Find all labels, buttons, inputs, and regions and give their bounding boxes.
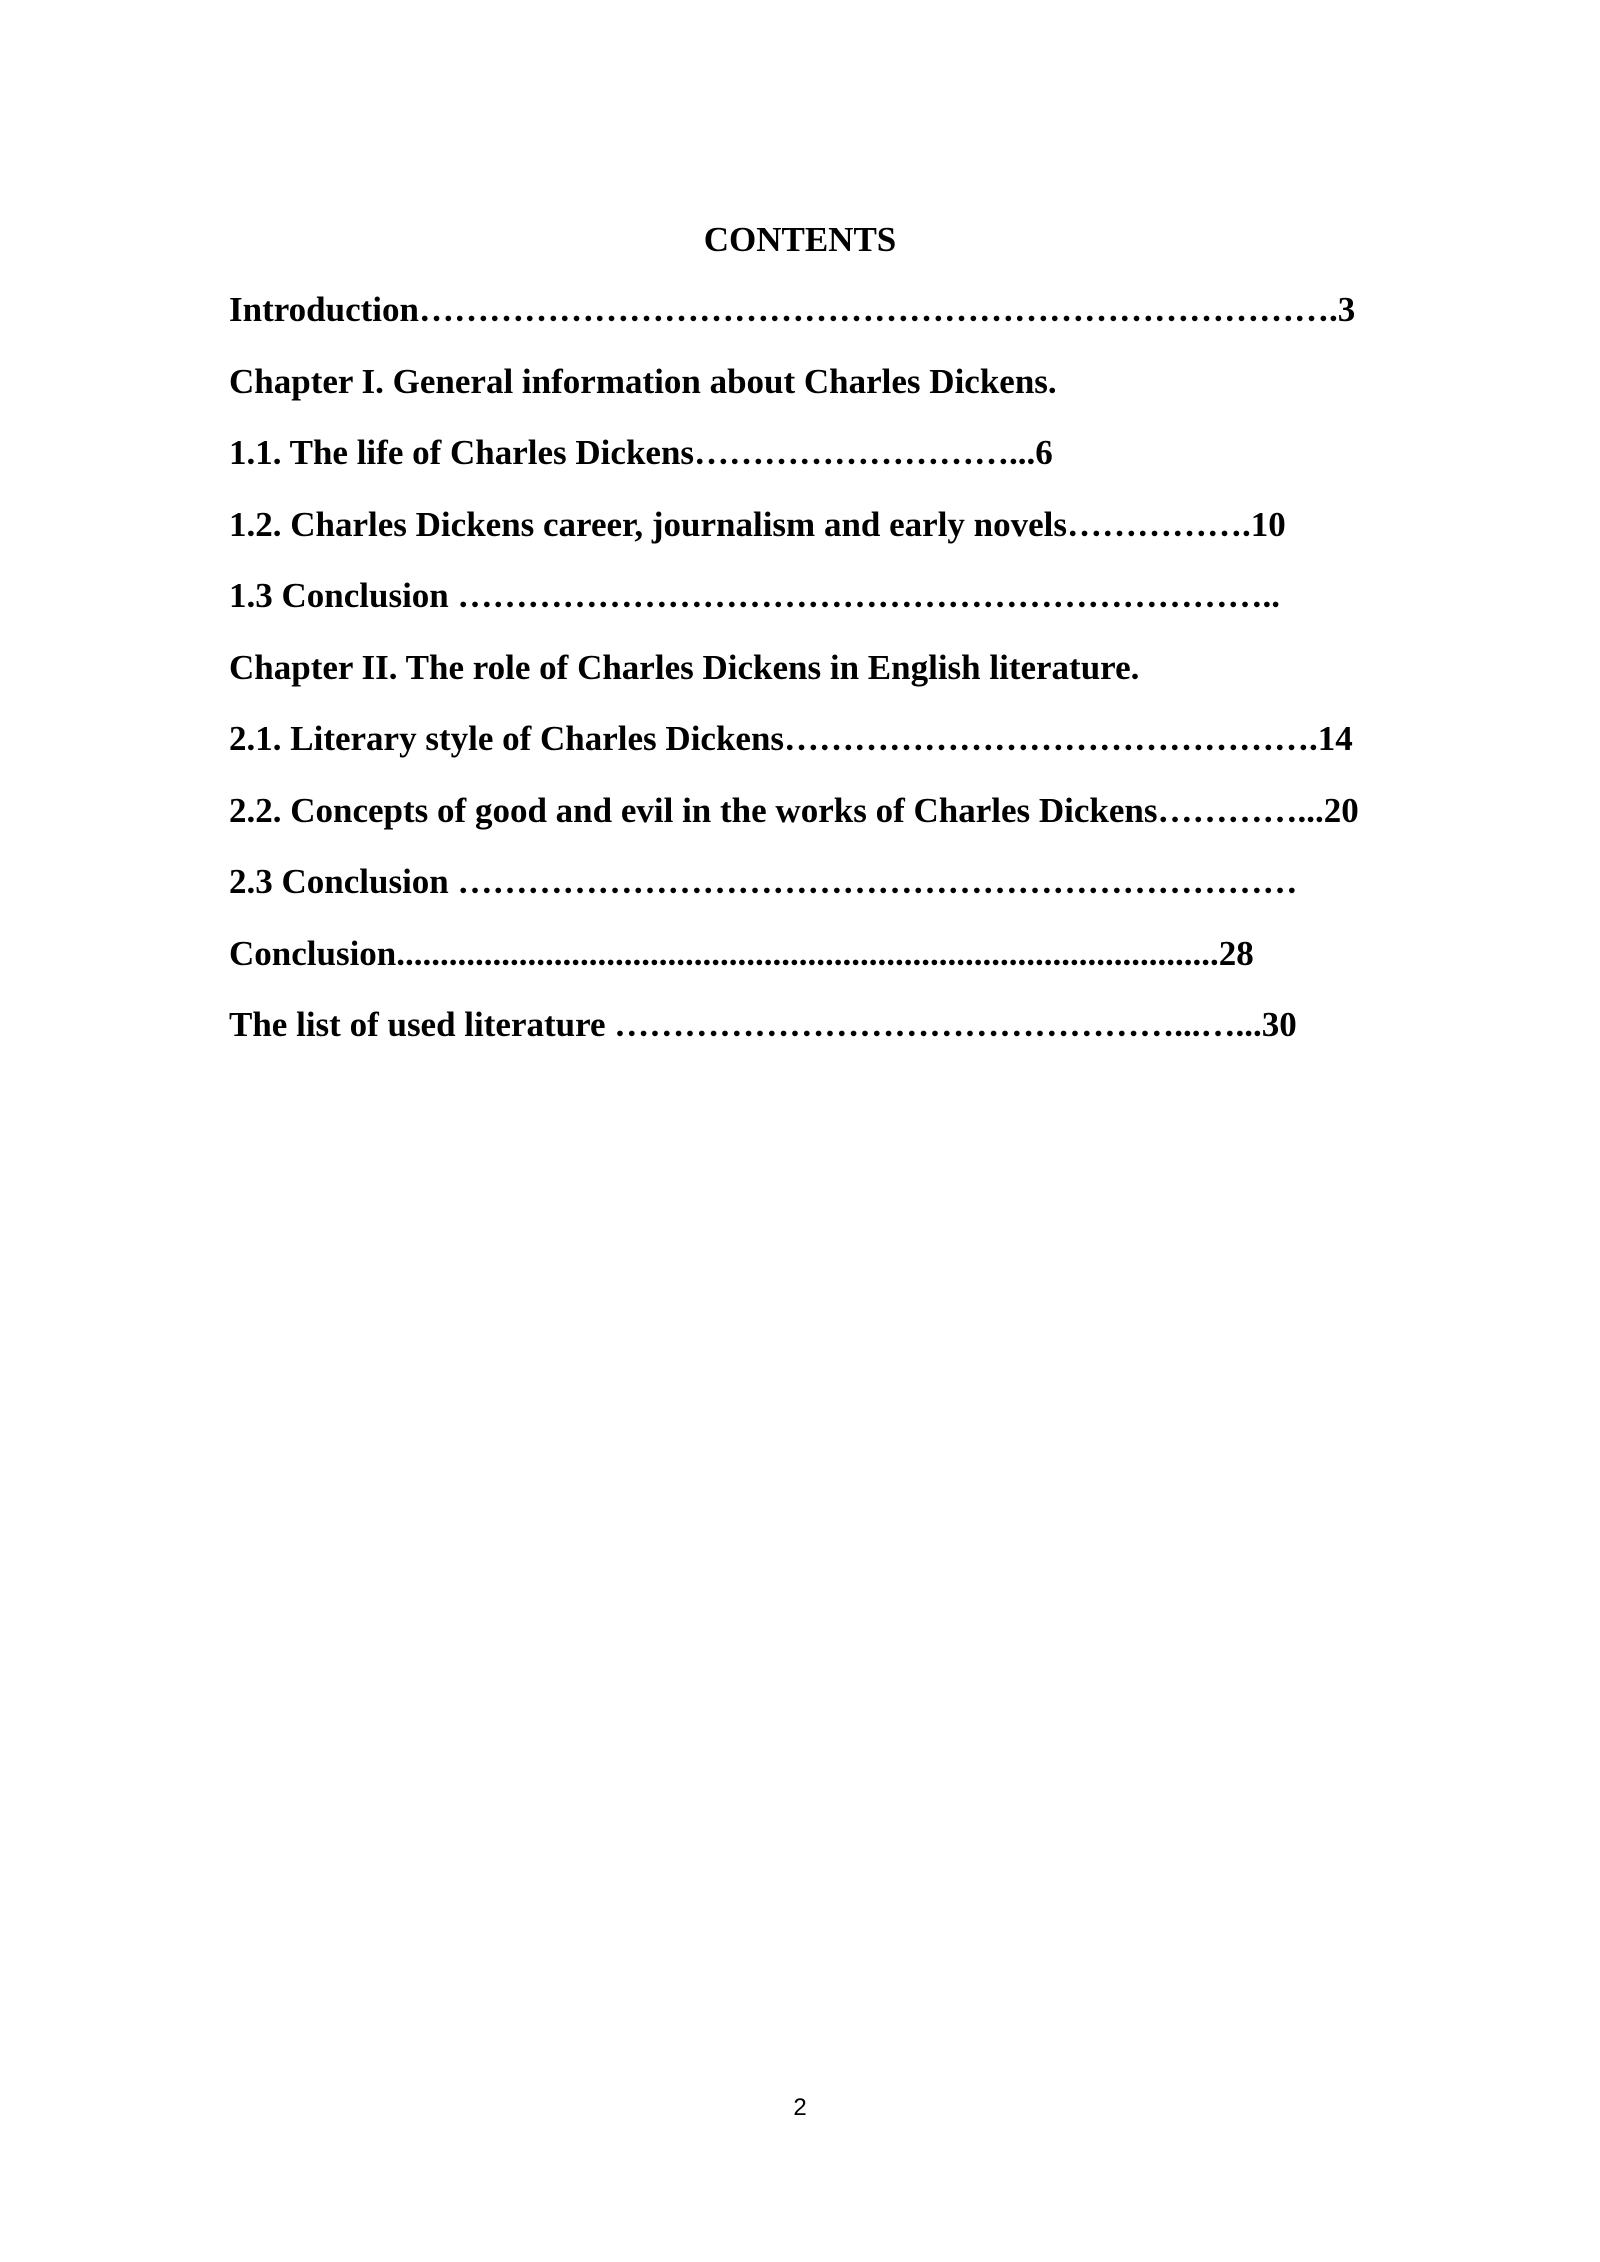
toc-entry-2-3: 2.3 Conclusion ……………………………………………………………… xyxy=(229,862,1298,901)
table-of-contents xyxy=(229,285,1529,1072)
toc-entry-conclusion: Conclusion..............................................................................................28 xyxy=(229,933,1254,973)
toc-entry-1-2: 1.2. Charles Dickens career, journalism and early novels…………….10 xyxy=(229,504,1286,544)
toc-entry-literature: The list of used literature …………………………………………...…...30 xyxy=(229,1005,1297,1044)
toc-entry-1-1: 1.1. The life of Charles Dickens………………………...6 xyxy=(229,433,1053,472)
page-number: 2 xyxy=(793,2094,807,2121)
toc-entry-introduction: Introduction…………………………………………………………………….3 xyxy=(229,290,1356,329)
toc-entry-2-1: 2.1. Literary style of Charles Dickens……………………………………….14 xyxy=(229,719,1353,758)
contents-heading: CONTENTS xyxy=(703,220,897,259)
toc-entry-chapter-1: Chapter I. General information about Charles Dickens. xyxy=(229,361,1057,401)
toc-entry-2-2: 2.2. Concepts of good and evil in the works of Charles Dickens…………...20 xyxy=(229,790,1359,830)
toc-entry-1-3: 1.3 Conclusion …………………………………………………………….. xyxy=(229,576,1281,615)
toc-entry-chapter-2: Chapter II. The role of Charles Dickens in English literature. xyxy=(229,647,1140,687)
